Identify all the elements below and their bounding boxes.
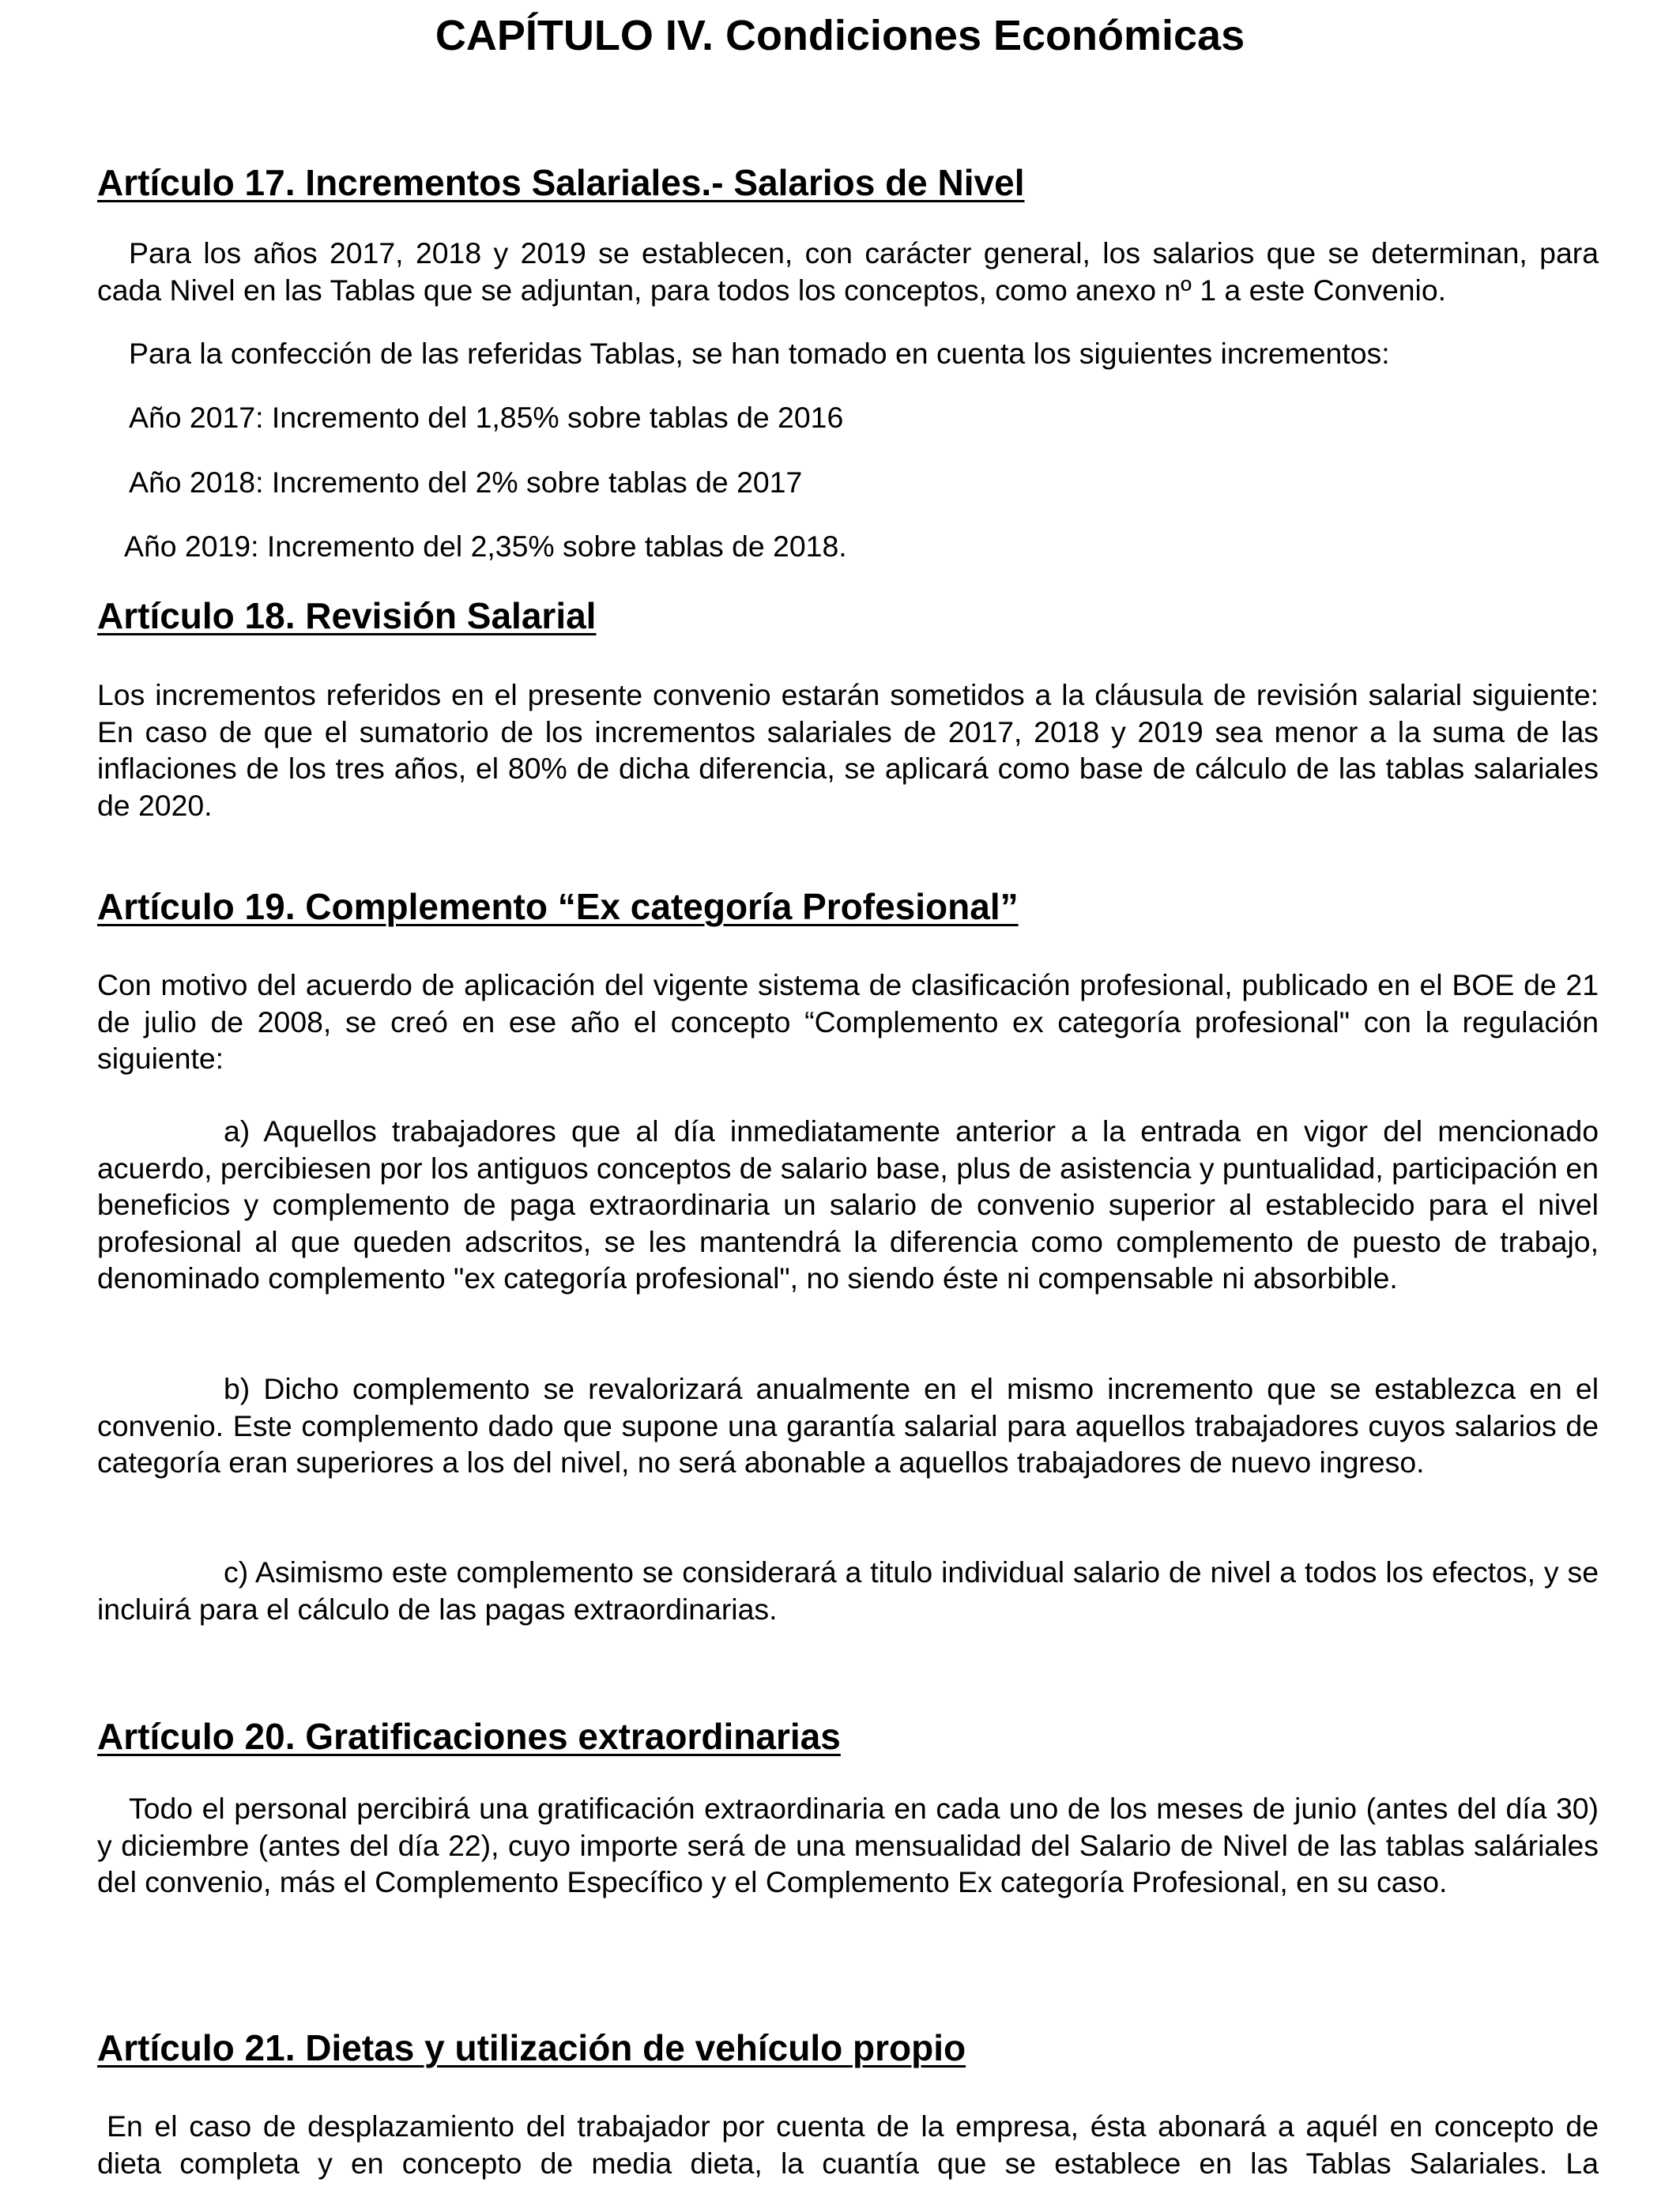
article-19-item-c: c) Asimismo este complemento se considerará a titulo individual salario de nivel a todos los efectos, y se incluirá para el cálculo de las pagas extraordinarias. [97, 1555, 1599, 1626]
article-18-paragraph-1: Los incrementos referidos en el presente convenio estarán sometidos a la cláusula de revisión salarial siguiente: En caso de que el sumatorio de los incrementos salariales de 2017, 2018 y 2019 sea menor a la suma de las inflaciones de los tres años, el 80% de dicha diferencia, se aplicará como base de cálculo de las tablas salariales de 2020. [97, 678, 1599, 822]
article-20-heading: Artículo 20. Gratificaciones extraordinarias [97, 1716, 841, 1757]
article-17-increment-2019: Año 2019: Incremento del 2,35% sobre tablas de 2018. [124, 530, 847, 563]
article-17-heading: Artículo 17. Incrementos Salariales.- Salarios de Nivel [97, 162, 1025, 203]
article-21-heading: Artículo 21. Dietas y utilización de vehículo propio [97, 2027, 966, 2068]
article-18-heading: Artículo 18. Revisión Salarial [97, 595, 597, 636]
article-20-paragraph-1: Todo el personal percibirá una gratificación extraordinaria en cada uno de los meses de junio (antes del día 30) y diciembre (antes del día 22), cuyo importe será de una mensualidad del Salario de Nivel de las tablas saláriales del convenio, más el Complemento Específico y el Complemento Ex categoría Profesional, en su caso. [97, 1792, 1599, 1898]
article-21-paragraph-1: En el caso de desplazamiento del trabajador por cuenta de la empresa, ésta abonará a aquél en concepto de dieta completa y en concepto de media dieta, la cuantía que se establece en las Tablas Salariales. La [97, 2109, 1599, 2180]
article-19-heading: Artículo 19. Complemento “Ex categoría Profesional” [97, 886, 1019, 927]
article-19-item-b: b) Dicho complemento se revalorizará anualmente en el mismo incremento que se establezca en el convenio. Este complemento dado que supone una garantía salarial para aquellos trabajadores cuyos salarios de categoría eran superiores a los del nivel, no será abonable a aquellos trabajadores de nuevo ingreso. [97, 1372, 1599, 1479]
article-19-item-a: a) Aquellos trabajadores que al día inmediatamente anterior a la entrada en vigor del mencionado acuerdo, percibiesen por los antiguos conceptos de salario base, plus de asistencia y puntualidad, participación en beneficios y complemento de paga extraordinaria un salario de convenio superior al establecido para el nivel profesional al que queden adscritos, se les mantendrá la diferencia como complemento de puesto de trabajo, denominado complemento "ex categoría profesional", no siendo éste ni compensable ni absorbible. [97, 1114, 1599, 1295]
chapter-title: CAPÍTULO IV. Condiciones Económicas [435, 12, 1245, 59]
article-17-paragraph-2: Para la confección de las referidas Tablas, se han tomado en cuenta los siguientes incrementos: [129, 337, 1390, 370]
article-17-increment-2018: Año 2018: Incremento del 2% sobre tablas de 2017 [129, 466, 803, 499]
article-17-increment-2017: Año 2017: Incremento del 1,85% sobre tablas de 2016 [129, 401, 844, 434]
article-19-paragraph-1: Con motivo del acuerdo de aplicación del vigente sistema de clasificación profesional, publicado en el BOE de 21 de julio de 2008, se creó en ese año el concepto “Complemento ex categoría profesional" con la regulación siguiente: [97, 968, 1599, 1075]
article-17-paragraph-1: Para los años 2017, 2018 y 2019 se establecen, con carácter general, los salarios que se determinan, para cada Nivel en las Tablas que se adjuntan, para todos los conceptos, como anexo nº 1 a este Convenio. [97, 236, 1599, 307]
